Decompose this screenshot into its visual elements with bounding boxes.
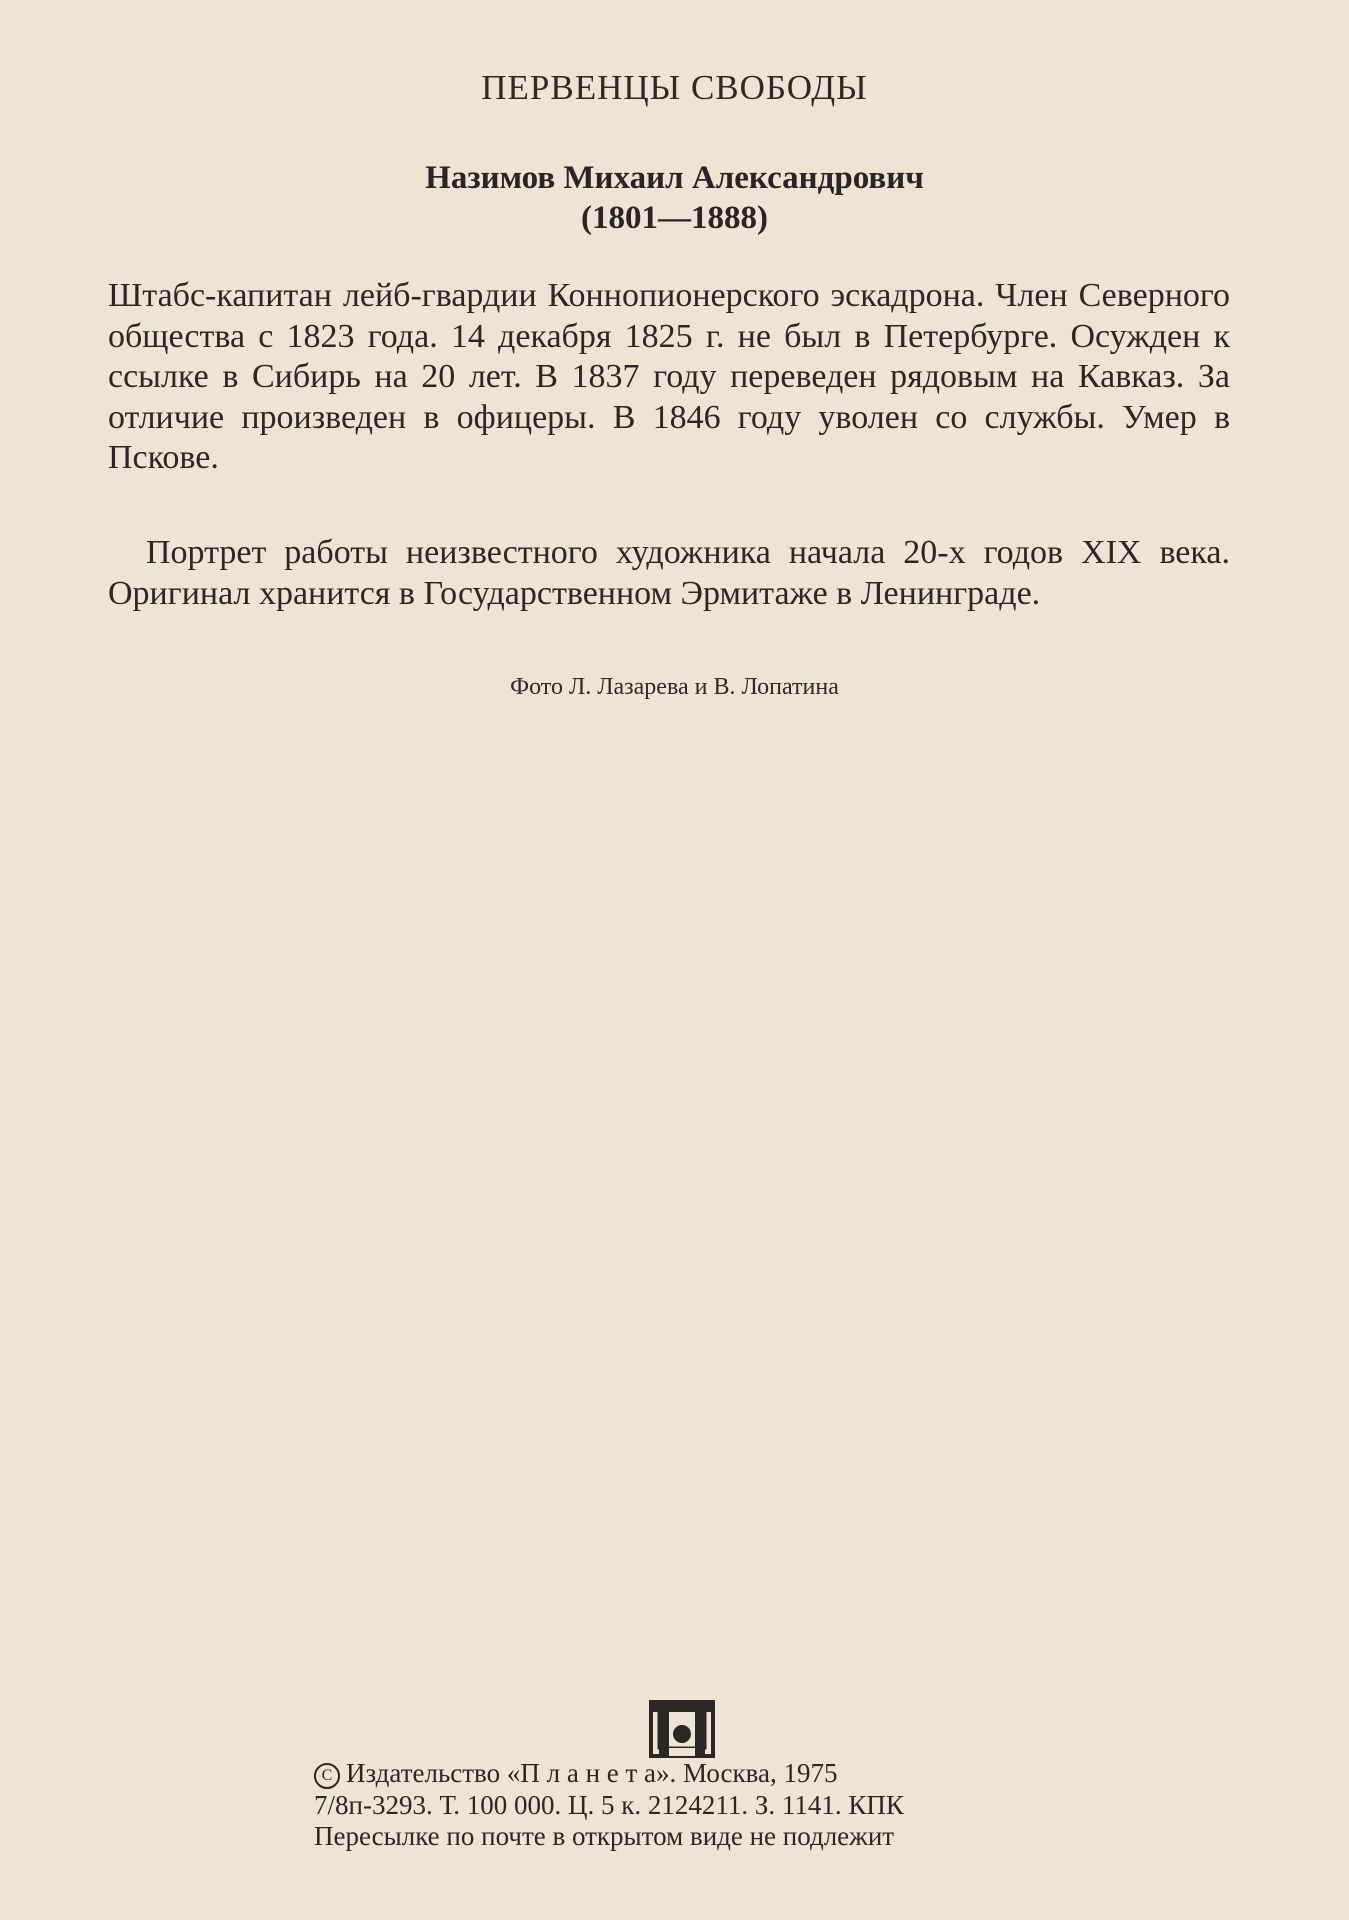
biography-paragraph: Штабс-капитан лейб-гвардии Коннопионерского эскадрона. Член Северного общества с 1823 года. 14 декабря 1825 г. не был в Петербурге. Осужден к ссылке в Сибирь на 20 лет. В 1837 году переведен рядовым на Кавказ. За отличие произведен в офицеры. В 1846 году уволен со службы. Умер в Пскове.: [108, 277, 1230, 476]
series-title: ПЕРВЕНЦЫ СВОБОДЫ: [481, 68, 868, 107]
planeta-publisher-logo-icon: [649, 1700, 715, 1758]
copyright-icon: C: [314, 1763, 340, 1789]
publisher-line-row: [314, 1758, 904, 1790]
portrait-note-paragraph: Портрет работы неизвестного художника начала 20-х годов XIX века. Оригинал хранится в Государственном Эрмитаже в Ленинграде.: [108, 534, 1230, 612]
mail-line: Пересылке по почте в открытом виде не подлежит: [314, 1821, 895, 1851]
imprint-block: [314, 1758, 904, 1853]
person-name: Назимов Михаил Александрович: [425, 160, 924, 196]
print-line: 7/8п-3293. Т. 100 000. Ц. 5 к. 2124211. З. 1141. КПК: [314, 1789, 904, 1820]
person-years: (1801—1888): [581, 200, 768, 236]
publisher-line: Издательство «П л а н е т а». Москва, 1975: [346, 1758, 838, 1788]
photo-credit: Фото Л. Лазарева и В. Лопатина: [510, 674, 839, 700]
